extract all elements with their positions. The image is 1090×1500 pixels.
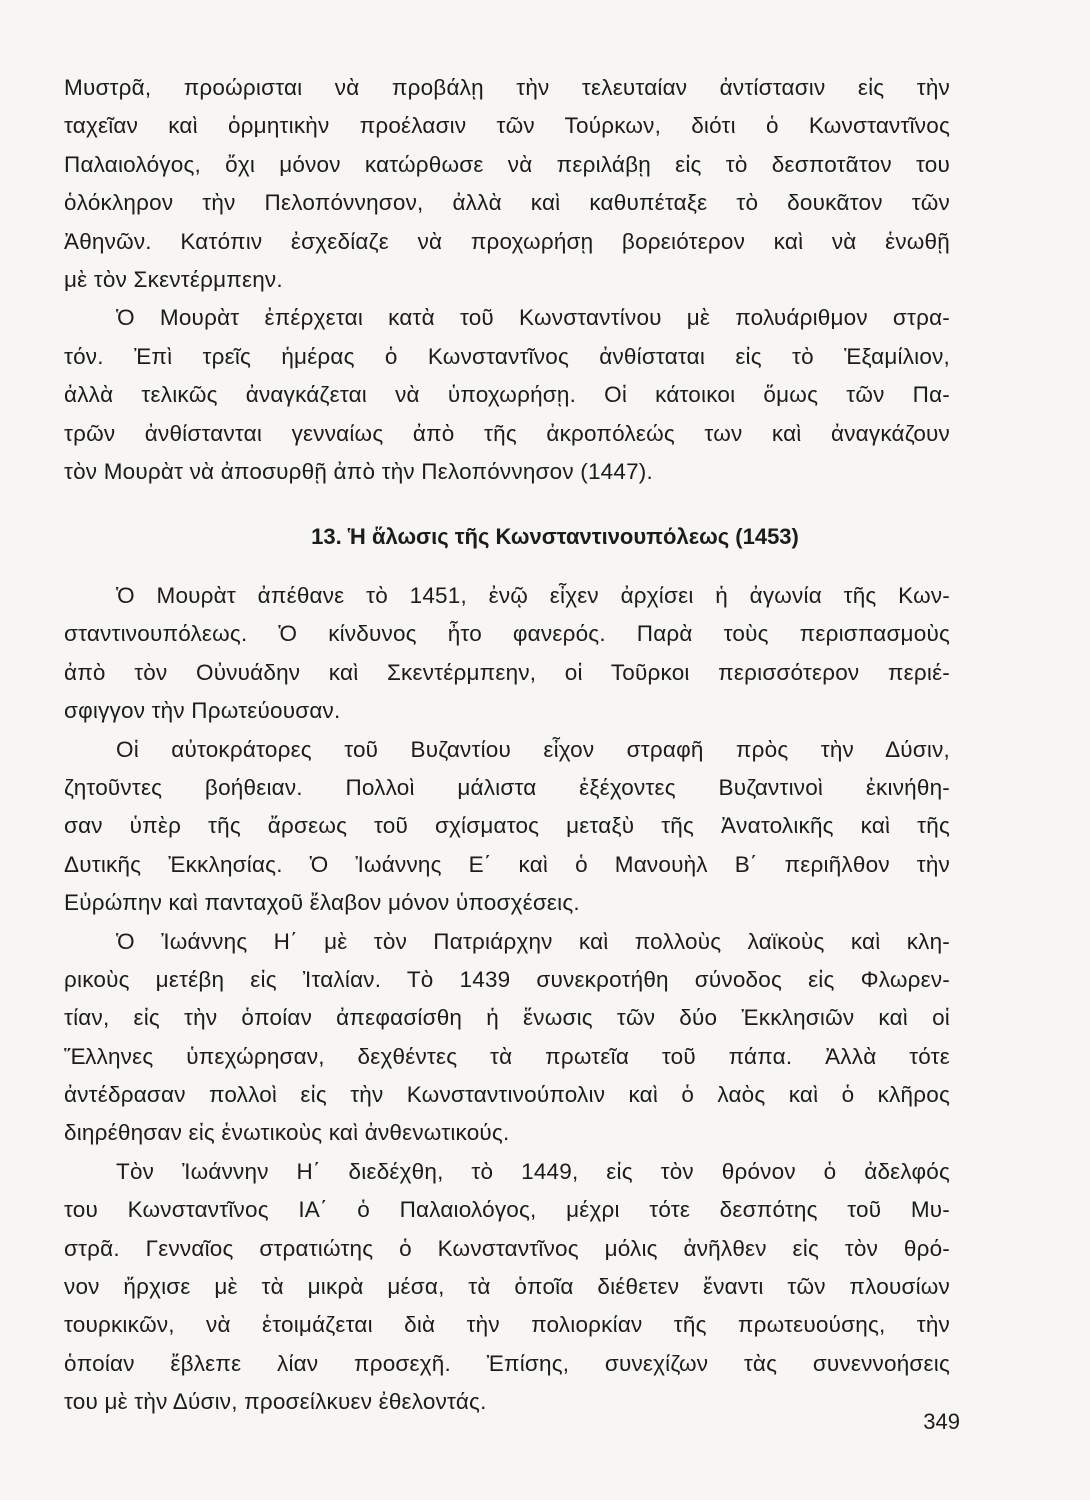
text-line: Μυστρᾶ, προώρισται νὰ προβάλῃ τὴν τελευταίαν ἀντίστασιν εἰς τὴν xyxy=(64,75,950,100)
text-line: σταντινουπόλεως. Ὁ κίνδυνος ἦτο φανερός. Παρὰ τοὺς περισπασμοὺς xyxy=(64,621,950,647)
section-heading-text: 13. Ἡ ἅλωσις τῆς Κωνσταντινουπόλεως (1453) xyxy=(311,524,799,549)
text-line: τὸν Μουρὰτ νὰ ἀποσυρθῇ ἀπὸ τὴν Πελοπόννησον (1447). xyxy=(64,458,653,484)
text-line: ἀντέδρασαν πολλοὶ εἰς τὴν Κωνσταντινούπολιν καὶ ὁ λαὸς καὶ ὁ κλῆρος xyxy=(64,1082,950,1108)
section-text xyxy=(64,577,950,1422)
text-line: Ἕλληνες ὑπεχώρησαν, δεχθέντες τὰ πρωτεῖα τοῦ πάπα. Ἀλλὰ τότε xyxy=(64,1043,950,1069)
text-line: ρικοὺς μετέβη εἰς Ἰταλίαν. Τὸ 1439 συνεκροτήθη σύνοδος εἰς Φλωρεν- xyxy=(64,966,950,992)
text-line: στρᾶ. Γενναῖος στρατιώτης ὁ Κωνσταντῖνος μόλις ἀνῆλθεν εἰς τὸν θρό- xyxy=(64,1235,950,1261)
text-line: Ὁ Ἰωάννης Η΄ μὲ τὸν Πατριάρχην καὶ πολλοὺς λαϊκοὺς καὶ κλη- xyxy=(116,928,950,954)
text-line: Παλαιολόγος, ὄχι μόνον κατώρθωσε νὰ περιλάβῃ εἰς τὸ δεσποτᾶτον του xyxy=(64,151,950,177)
text-line: Εὐρώπην καὶ πανταχοῦ ἔλαβον μόνον ὑποσχέσεις. xyxy=(64,890,580,916)
text-line: τουρκικῶν, νὰ ἑτοιμάζεται διὰ τὴν πολιορκίαν τῆς πρωτευούσης, τὴν xyxy=(64,1312,950,1338)
text-line: ἀπὸ τὸν Οὐνυάδην καὶ Σκεντέρμπεην, οἱ Τοῦρκοι περισσότερον περιέ- xyxy=(64,659,950,685)
text-line: του Κωνσταντῖνος ΙΑ΄ ὁ Παλαιολόγος, μέχρι τότε δεσπότης τοῦ Μυ- xyxy=(64,1197,950,1223)
text-line: ὁποίαν ἔβλεπε λίαν προσεχῆ. Ἐπίσης, συνεχίζων τὰς συνεννοήσεις xyxy=(64,1350,950,1376)
text-line: Οἱ αὐτοκράτορες τοῦ Βυζαντίου εἶχον στραφῆ πρὸς τὴν Δύσιν, xyxy=(116,736,950,762)
text-line: τόν. Ἐπὶ τρεῖς ἡμέρας ὁ Κωνσταντῖνος ἀνθίσταται εἰς τὸ Ἑξαμίλιον, xyxy=(64,343,950,369)
page-number: 349 xyxy=(923,1409,960,1434)
text-line: τίαν, εἰς τὴν ὁποίαν ἀπεφασίσθη ἡ ἕνωσις τῶν δύο Ἐκκλησιῶν καὶ οἱ xyxy=(64,1005,950,1031)
text-line: σφιγγον τὴν Πρωτεύουσαν. xyxy=(64,698,341,724)
text-line: Δυτικῆς Ἐκκλησίας. Ὁ Ἰωάννης Ε΄ καὶ ὁ Μανουὴλ Β΄ περιῆλθον τὴν xyxy=(64,851,950,877)
text-line: Ἀθηνῶν. Κατόπιν ἐσχεδίαζε νὰ προχωρήσῃ βορειότερον καὶ νὰ ἑνωθῇ xyxy=(64,228,950,254)
section-heading xyxy=(0,517,1090,557)
text-line: διηρέθησαν εἰς ἑνωτικοὺς καὶ ἀνθενωτικούς. xyxy=(64,1120,510,1146)
text-line: μὲ τὸν Σκεντέρμπεην. xyxy=(64,266,283,292)
text-line: ὁλόκληρον τὴν Πελοπόννησον, ἀλλὰ καὶ καθυπέταξε τὸ δουκᾶτον τῶν xyxy=(64,190,950,216)
text-line: Ὁ Μουρὰτ ἀπέθανε τὸ 1451, ἐνῷ εἶχεν ἀρχίσει ἡ ἀγωνία τῆς Κων- xyxy=(116,583,950,608)
text-line: Τὸν Ἰωάννην Η΄ διεδέχθη, τὸ 1449, εἰς τὸν θρόνον ὁ ἀδελφός xyxy=(116,1158,950,1184)
text-line: του μὲ τὴν Δύσιν, προσείλκυεν ἐθελοντάς. xyxy=(64,1389,487,1415)
intro-text xyxy=(64,69,950,491)
text-line: νον ἤρχισε μὲ τὰ μικρὰ μέσα, τὰ ὁποῖα διέθετεν ἔναντι τῶν πλουσίων xyxy=(64,1274,950,1300)
text-line: τρῶν ἀνθίστανται γενναίως ἀπὸ τῆς ἀκροπόλεώς των καὶ ἀναγκάζουν xyxy=(64,420,950,446)
text-line: σαν ὑπὲρ τῆς ἄρσεως τοῦ σχίσματος μεταξὺ τῆς Ἀνατολικῆς καὶ τῆς xyxy=(64,813,950,839)
text-line: Ὁ Μουρὰτ ἐπέρχεται κατὰ τοῦ Κωνσταντίνου μὲ πολυάριθμον στρα- xyxy=(116,305,950,331)
text-line: ζητοῦντες βοήθειαν. Πολλοὶ μάλιστα ἐξέχοντες Βυζαντινοὶ ἐκινήθη- xyxy=(64,774,950,800)
text-line: ἀλλὰ τελικῶς ἀναγκάζεται νὰ ὑποχωρήσῃ. Οἱ κάτοικοι ὅμως τῶν Πα- xyxy=(64,382,950,408)
text-line: ταχεῖαν καὶ ὁρμητικὴν προέλασιν τῶν Τούρκων, διότι ὁ Κωνσταντῖνος xyxy=(64,113,950,139)
